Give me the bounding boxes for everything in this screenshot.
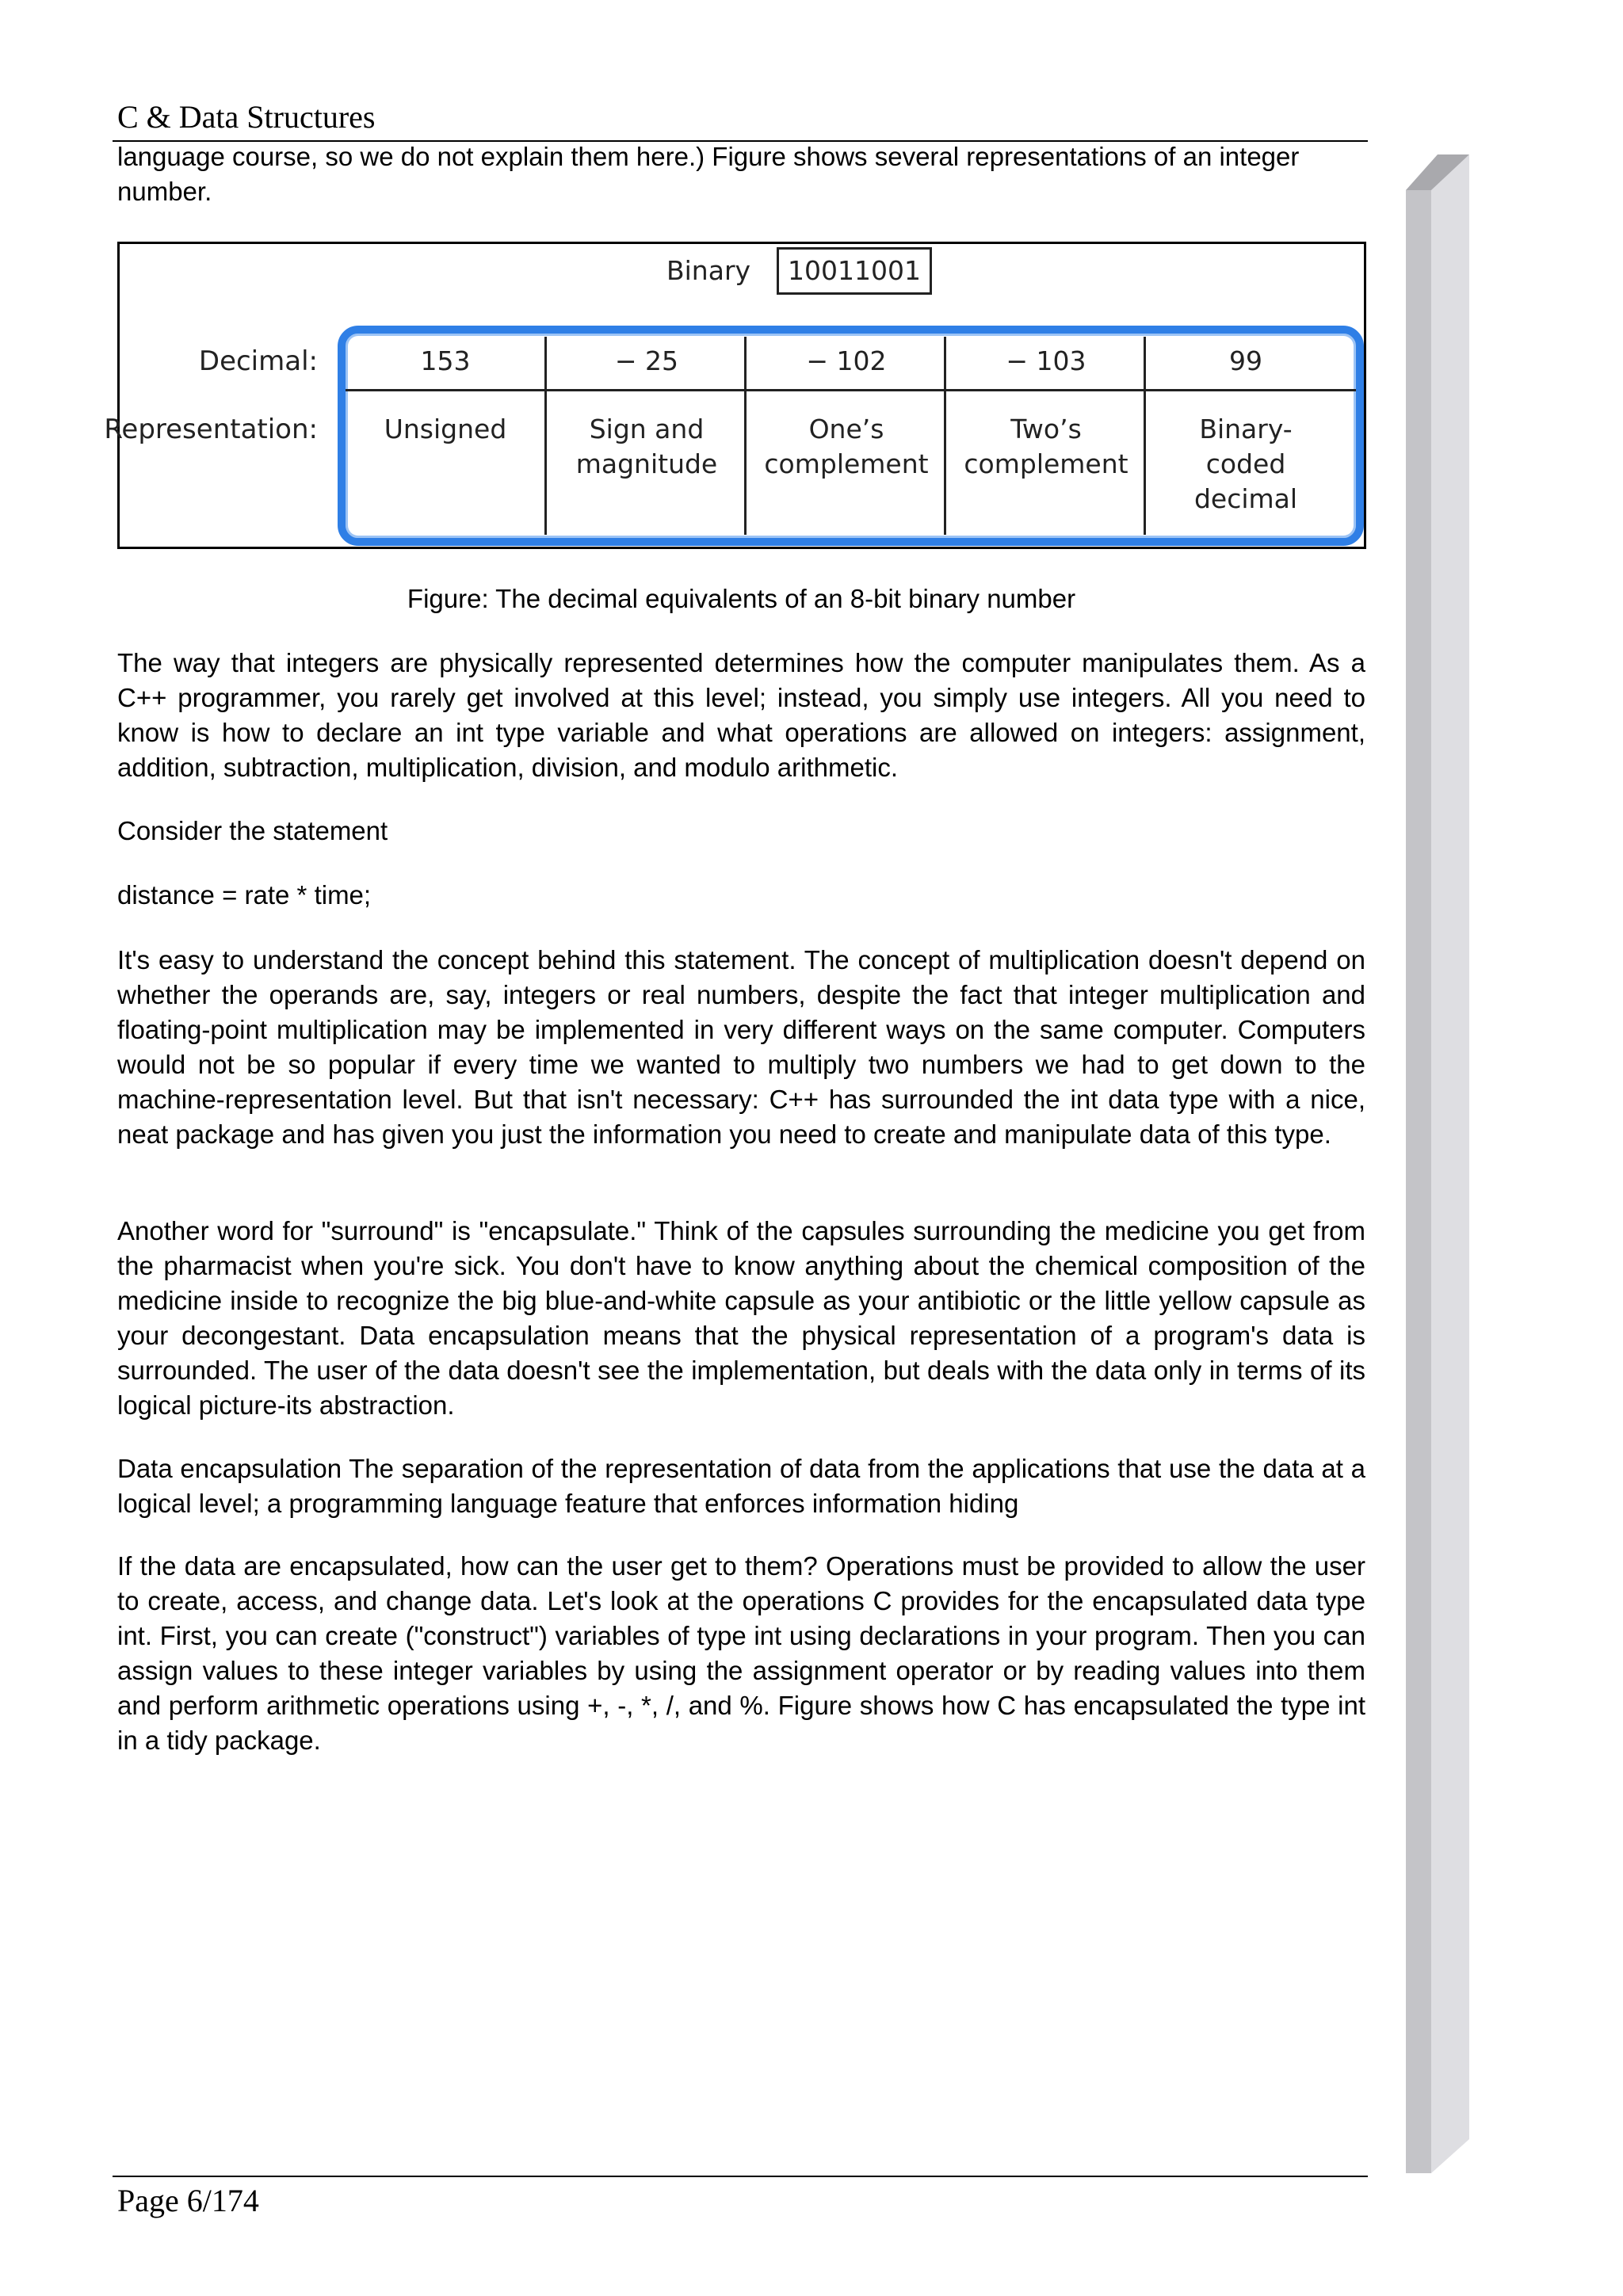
binary-label: Binary [666, 255, 751, 286]
intro-paragraph: language course, so we do not explain them here.) Figure shows several representations of an integer number. [117, 142, 1300, 206]
capsule-row-divider [346, 389, 1356, 391]
decimal-row-label: Decimal: [198, 345, 318, 377]
representation-line: Sign and [589, 414, 705, 444]
page-edge-decoration [1406, 154, 1469, 2183]
decimal-value-bcd: 99 [1229, 345, 1262, 376]
binary-representation-figure [104, 242, 1366, 549]
decimal-value-ones-complement: − 102 [806, 345, 887, 376]
running-header-title: C & Data Structures [117, 99, 376, 135]
footer-rule [113, 2176, 1368, 2177]
representation-line: decimal [1193, 483, 1298, 514]
representation-sign-magnitude [547, 412, 747, 482]
representation-line: complement [964, 448, 1128, 479]
representation-line: Unsigned [384, 414, 507, 444]
representation-line: magnitude [575, 448, 718, 479]
binary-value-box: 10011001 [777, 247, 932, 295]
representation-unsigned [346, 412, 545, 447]
code-statement: distance = rate * time; [117, 880, 372, 910]
paragraph-encapsulate: Another word for "surround" is "encapsulate." Think of the capsules surrounding the medicine you get from the pharmacist when you're sick. You don't have to know anything about the chemical composition of the medicine inside to recognize the big blue-and-white capsule as your antibiotic or the little yellow capsule as your decongestant. Data encapsulation means that the physical representation of a program's data is surrounded. The user of the data doesn't see the implementation, but deals with the data only in terms of its logical picture-its abstraction. [117, 1216, 1365, 1420]
representation-bcd [1146, 412, 1346, 517]
representation-row-label: Representation: [104, 414, 318, 445]
decimal-value-sign-magnitude: − 25 [614, 345, 679, 376]
representation-ones-complement [747, 412, 946, 482]
decimal-value-twos-complement: − 103 [1006, 345, 1086, 376]
representation-twos-complement [946, 412, 1146, 482]
representation-line: Binary- [1199, 414, 1293, 444]
representation-line: coded [1205, 448, 1286, 479]
paragraph-multiplication-concept: It's easy to understand the concept behind this statement. The concept of multiplication doesn't depend on whether the operands are, say, integers or real numbers, despite the fact that integer multiplication and floating-point multiplication may be implemented in very different ways on the same computer. Computers would not be so popular if every time we wanted to multiply two numbers we had to get down to the machine-representation level. But that isn't necessary: C++ has surrounded the int data type with a nice, neat package and has given you just the information you need to create and manipulate data of this type. [117, 945, 1365, 1149]
paragraph-data-encapsulation-definition: Data encapsulation The separation of the representation of data from the applications that use the data at a logical level; a programming language feature that enforces information hiding [117, 1454, 1365, 1518]
page-number: Page 6/174 [117, 2183, 259, 2218]
representation-line: Two’s [1010, 414, 1082, 444]
paragraph-operations: If the data are encapsulated, how can the user get to them? Operations must be provided to allow the user to create, access, and change data. Let's look at the operations C provides for the encapsulated data type int. First, you can create ("construct") variables of type int using declarations in your program. Then you can assign values to these integer variables by using the assignment operator or by reading values into them and perform arithmetic operations using +, -, *, /, and %. Figure shows how C has encapsulated the type int in a tidy package. [117, 1551, 1365, 1755]
representation-line: complement [764, 448, 929, 479]
figure-caption: Figure: The decimal equivalents of an 8-bit binary number [407, 584, 1076, 613]
paragraph-consider-statement: Consider the statement [117, 816, 388, 845]
paragraph-integer-representation: The way that integers are physically represented determines how the computer manipulates them. As a C++ programmer, you rarely get involved at this level; instead, you simply use integers. All you need to know is how to declare an int type variable and what operations are allowed on integers: assignment, addition, subtraction, multiplication, division, and modulo arithmetic. [117, 648, 1365, 782]
representation-line: One’s [808, 414, 884, 444]
decimal-value-unsigned: 153 [420, 345, 471, 376]
